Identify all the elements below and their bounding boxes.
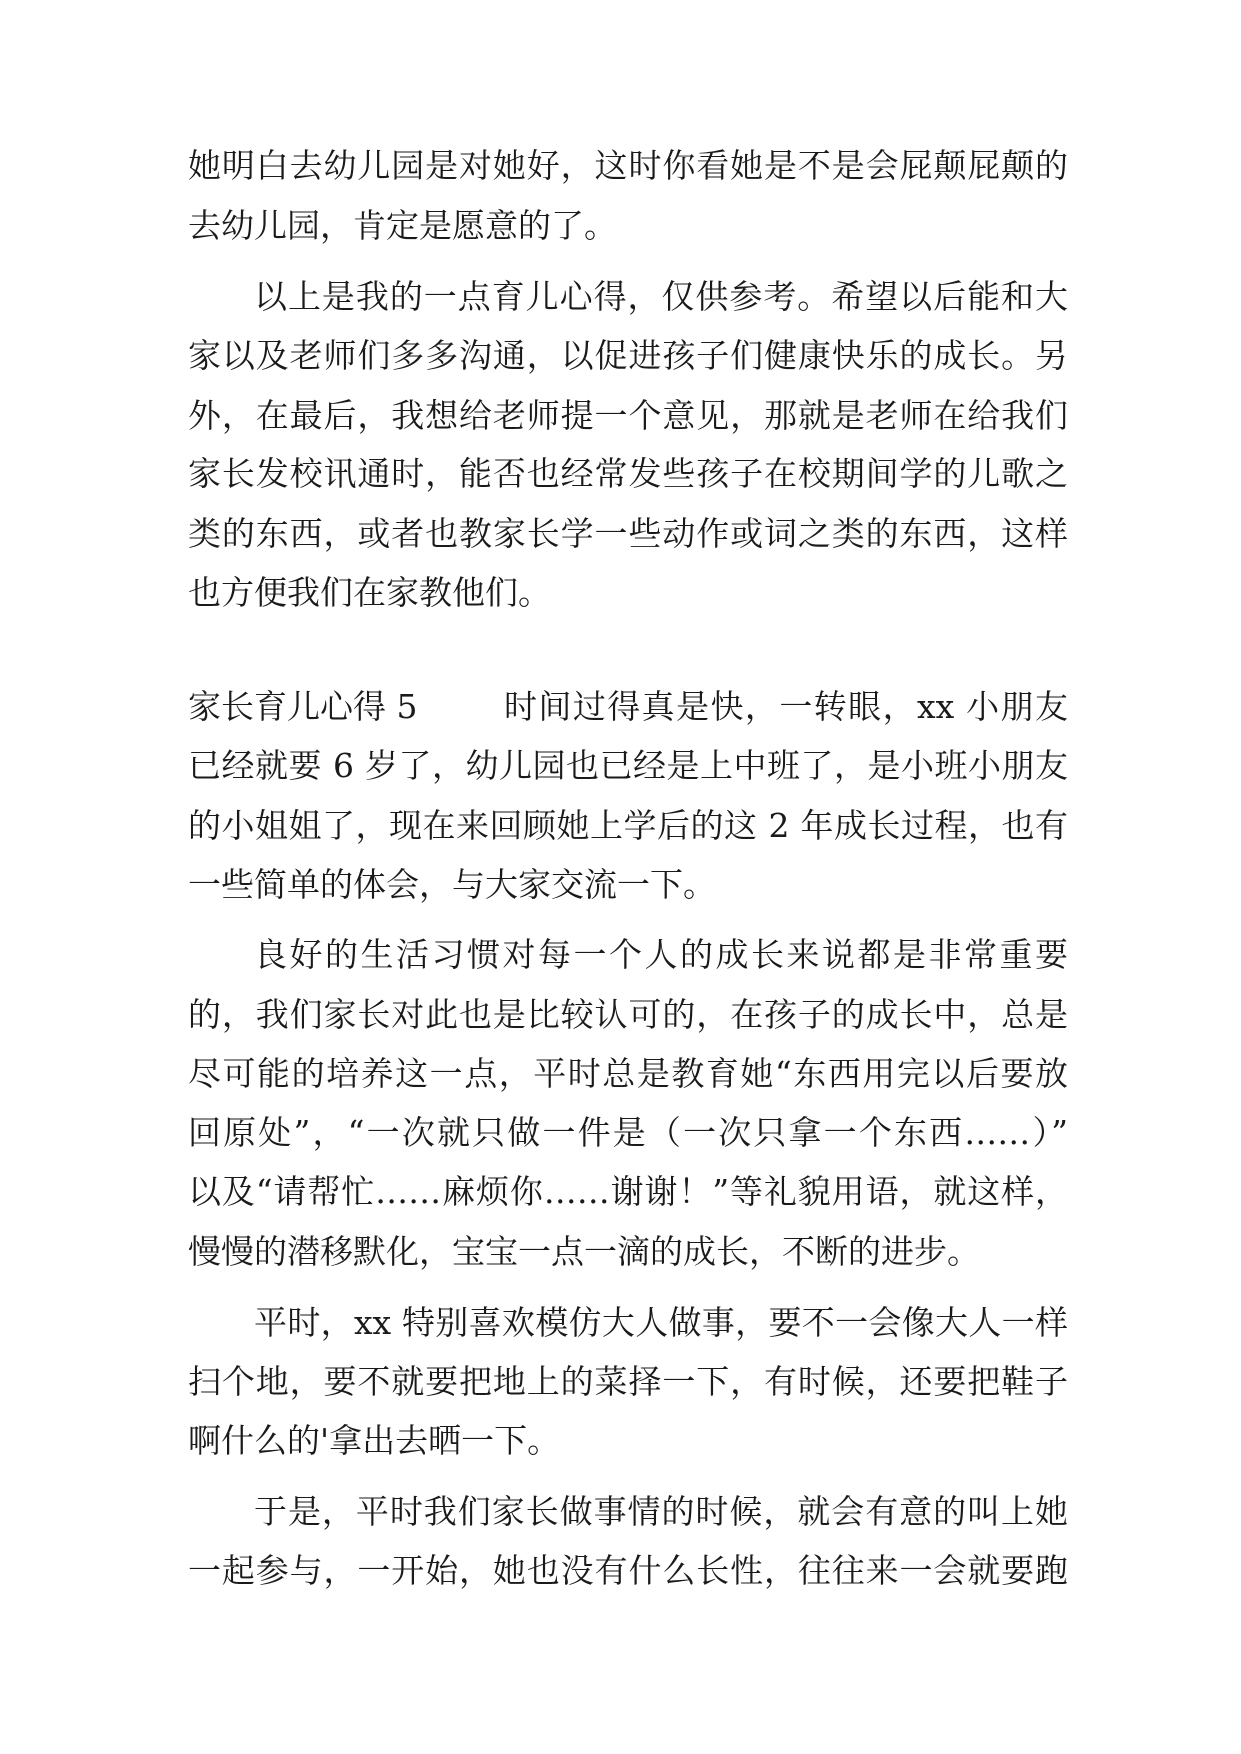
paragraph-line: 外，在最后，我想给老师提一个意见，那就是老师在给我们 <box>188 396 1068 435</box>
paragraph-line: 的小姐姐了，现在来回顾她上学后的这 2 年成长过程，也有 <box>188 806 1068 845</box>
paragraph-line: 已经就要 6 岁了，幼儿园也已经是上中班了，是小班小朋友 <box>188 746 1068 785</box>
paragraph-line: 家长发校讯通时，能否也经常发些孩子在校期间学的儿歌之 <box>188 454 1068 493</box>
paragraph-line: 时间过得真是快，一转眼，xx 小朋友 <box>504 687 1068 726</box>
paragraph-line: 良好的生活习惯对每一个人的成长来说都是非常重要 <box>254 935 1068 974</box>
paragraph-line: 一起参与，一开始，她也没有什么长性，往往来一会就要跑 <box>188 1551 1068 1590</box>
paragraph-line: 一些简单的体会，与大家交流一下。 <box>188 865 716 904</box>
paragraph-line: 于是，平时我们家长做事情的时候，就会有意的叫上她 <box>254 1492 1068 1531</box>
paragraph-line: 她明白去幼儿园是对她好，这时你看她是不是会屁颠屁颠的 <box>188 146 1068 185</box>
paragraph-line: 回原处”，“一次就只做一件是（一次只拿一个东西……）” <box>188 1113 1068 1152</box>
section-first-line <box>188 678 1068 736</box>
paragraph-line: 的，我们家长对此也是比较认可的，在孩子的成长中，总是 <box>188 995 1068 1034</box>
paragraph-line: 也方便我们在家教他们。 <box>188 573 551 612</box>
paragraph-line: 类的东西，或者也教家长学一些动作或词之类的东西，这样 <box>188 514 1068 553</box>
paragraph-line: 以及“请帮忙……麻烦你……谢谢！”等礼貌用语，就这样， <box>188 1172 1068 1211</box>
paragraph-line: 以上是我的一点育儿心得，仅供参考。希望以后能和大 <box>254 277 1068 316</box>
paragraph-line: 啊什么的'拿出去晒一下。 <box>188 1421 561 1460</box>
paragraph-line: 去幼儿园，肯定是愿意的了。 <box>188 206 617 245</box>
section-heading: 家长育儿心得 5 <box>188 687 418 726</box>
paragraph-line: 慢慢的潜移默化，宝宝一点一滴的成长，不断的进步。 <box>188 1232 980 1271</box>
paragraph-line: 家以及老师们多多沟通，以促进孩子们健康快乐的成长。另 <box>188 336 1068 375</box>
paragraph-line: 扫个地，要不就要把地上的菜择一下，有时候，还要把鞋子 <box>188 1362 1068 1401</box>
paragraph-line: 平时，xx 特别喜欢模仿大人做事，要不一会像大人一样 <box>254 1303 1068 1342</box>
paragraph-line: 尽可能的培养这一点，平时总是教育她“东西用完以后要放 <box>188 1054 1068 1093</box>
